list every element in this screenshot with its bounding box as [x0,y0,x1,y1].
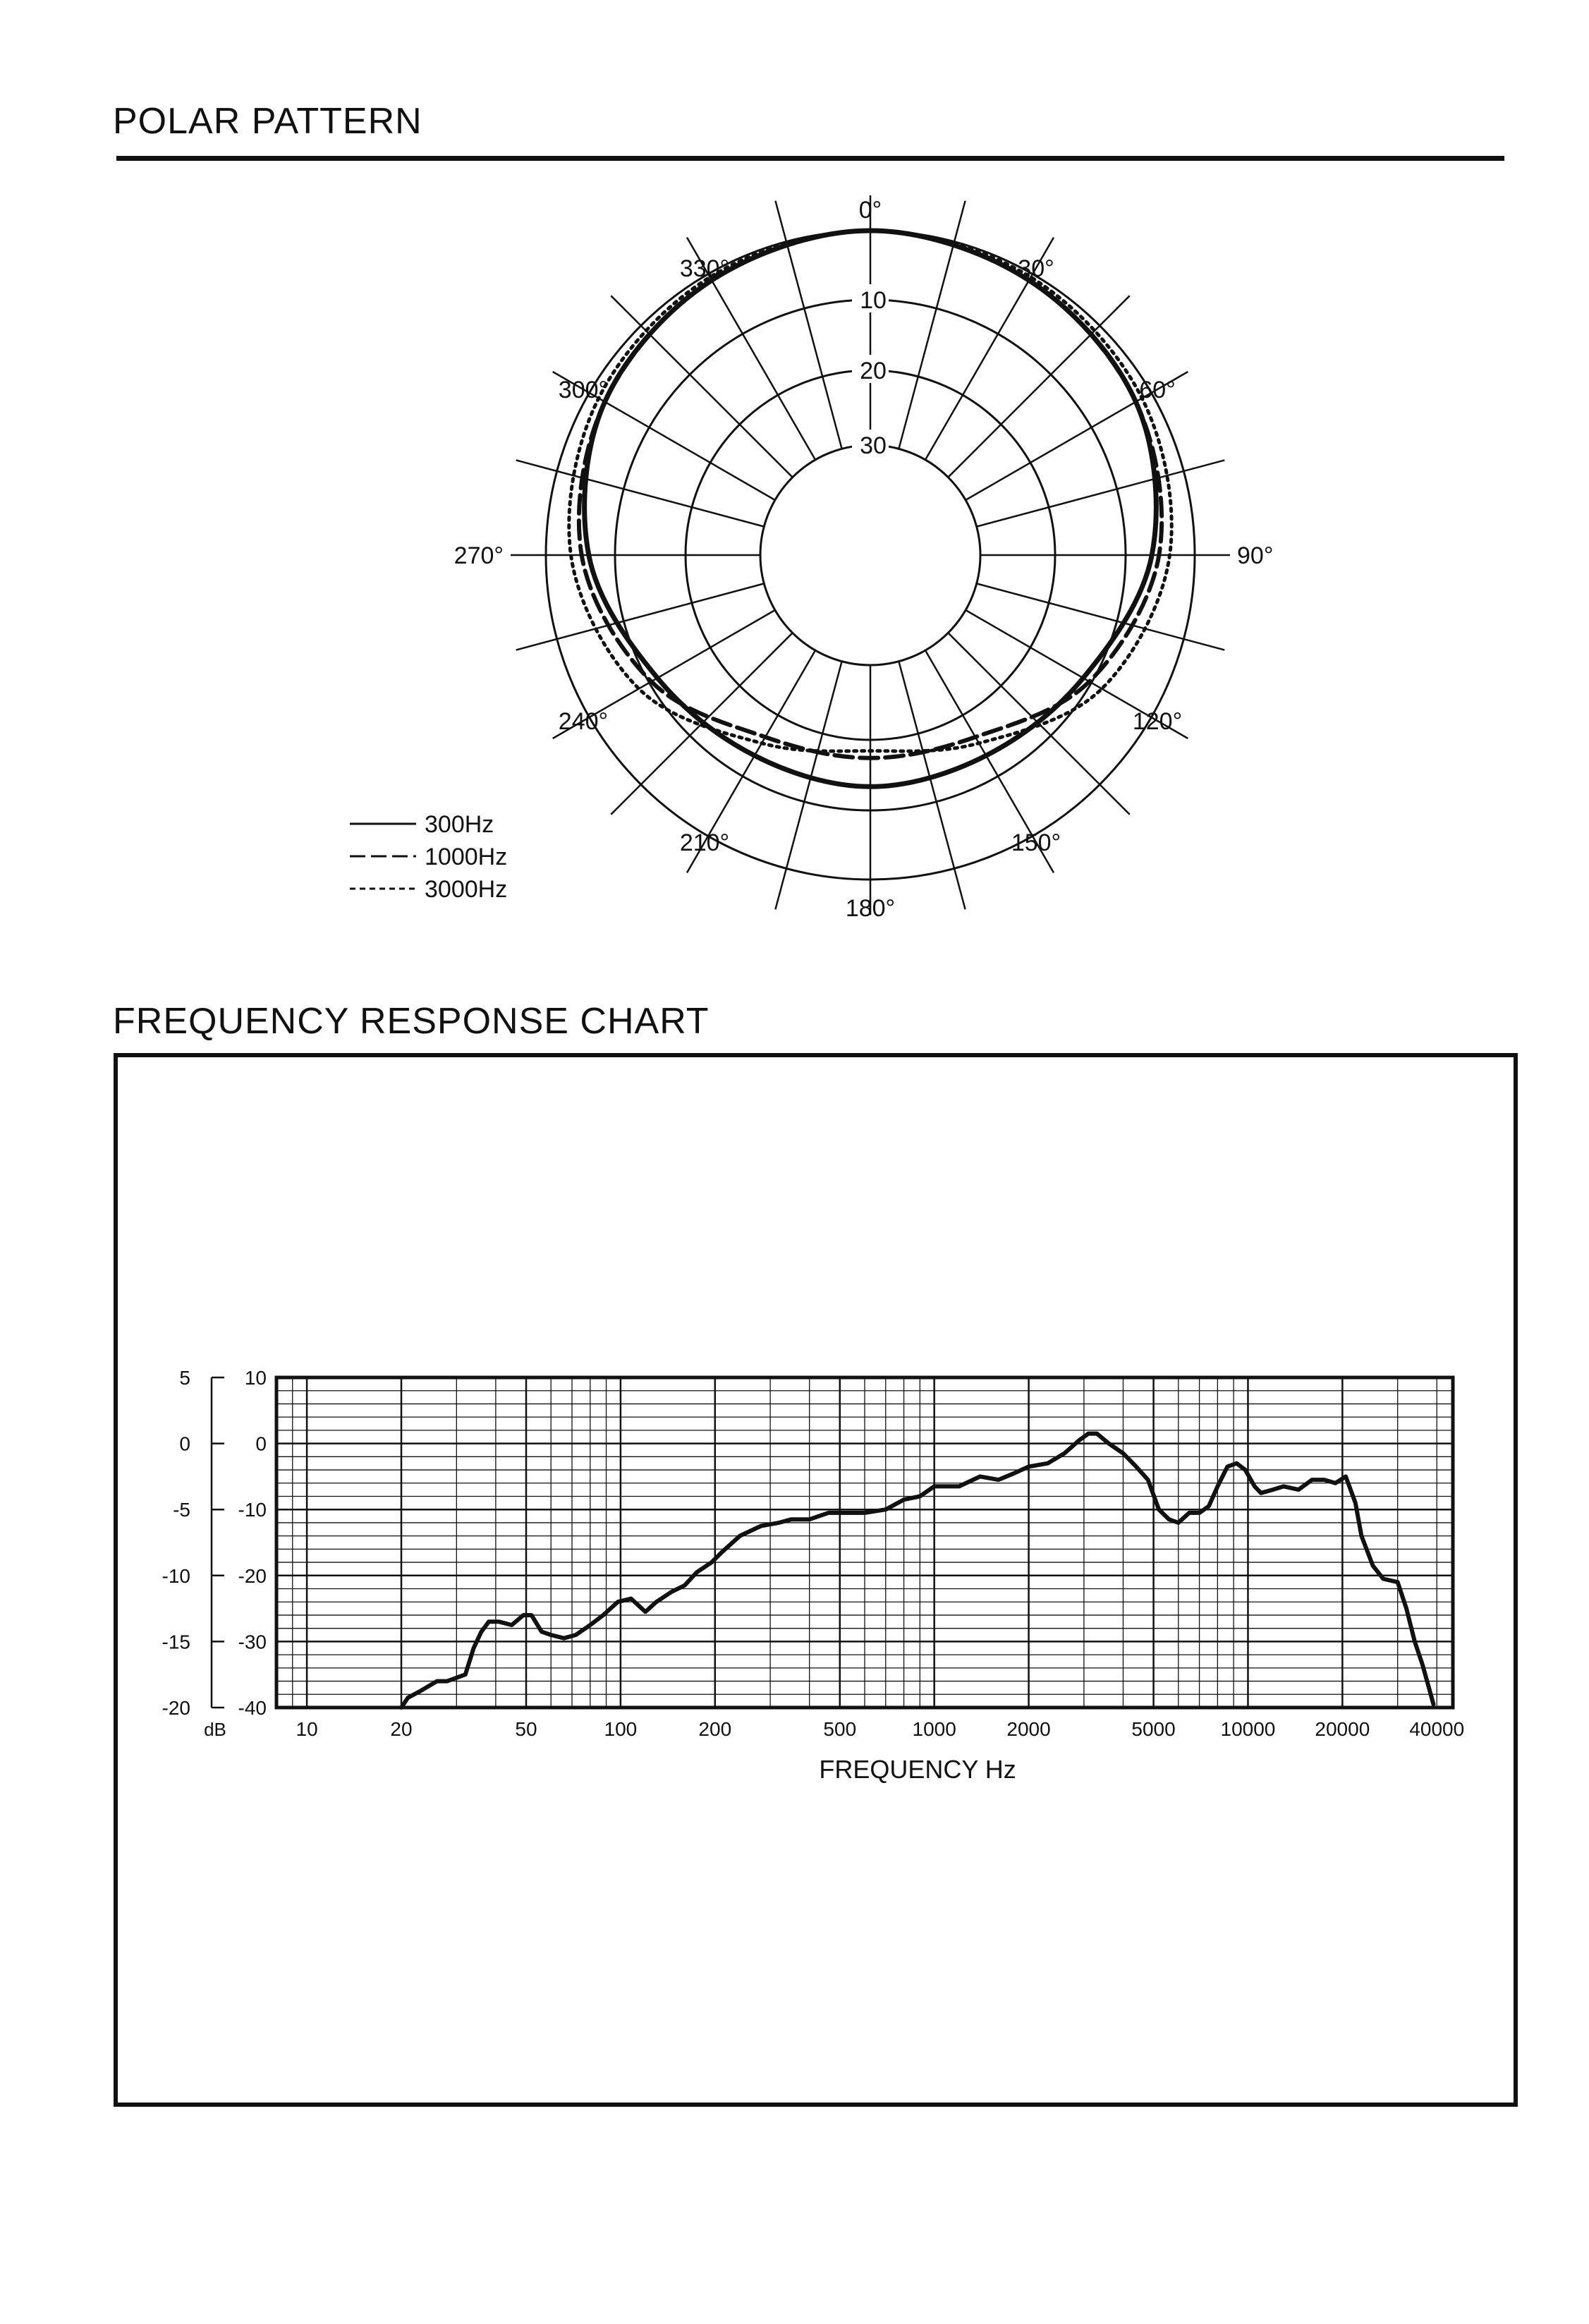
freq-x-tick-label: 200 [698,1718,732,1740]
freq-x-tick-label: 5000 [1131,1718,1176,1740]
legend-label-300Hz: 300Hz [425,811,494,838]
freq-x-tick-label: 10000 [1220,1718,1276,1740]
polar-ring-label: 20 [860,358,887,384]
polar-angle-label: 240° [558,708,609,735]
freq-x-tick-label: 40000 [1409,1718,1465,1740]
freq-x-tick-label: 50 [515,1718,537,1740]
polar-angle-label: 150° [1011,829,1061,857]
freq-y-right-label: -20 [238,1564,267,1587]
legend-label-1000Hz: 1000Hz [425,844,508,870]
freq-y-left-label: -20 [162,1697,190,1719]
freq-y-left-label: -5 [173,1499,190,1521]
polar-spoke [516,460,765,526]
polar-pattern-chart [0,0,1589,973]
polar-pattern-title: POLAR PATTERN [113,101,422,142]
freq-y-left-label: -15 [162,1631,190,1653]
freq-y-right-label: -30 [238,1631,267,1653]
freq-x-tick-label: 10 [296,1718,318,1740]
legend-label-3000Hz: 3000Hz [425,876,508,903]
frequency-response-frame [114,1053,1518,2107]
polar-spoke [516,583,765,650]
freq-y-right-label: -40 [238,1697,267,1719]
polar-angle-label: 180° [845,895,896,922]
polar-ring-3 [760,445,980,665]
polar-angle-label: 210° [679,829,730,857]
polar-angle-label: 0° [858,197,882,224]
polar-ring-label: 30 [860,432,887,459]
polar-angle-label: 330° [679,255,730,282]
polar-ring-label: 10 [860,287,887,314]
polar-spoke [899,662,965,910]
frequency-response-title: FREQUENCY RESPONSE CHART [113,1001,710,1042]
polar-angle-label: 30° [1018,255,1054,282]
freq-x-tick-label: 20 [390,1718,413,1740]
polar-angle-label: 90° [1237,542,1274,569]
polar-spoke [977,460,1225,526]
freq-y-right-label: 0 [255,1432,267,1455]
polar-angle-label: 120° [1132,708,1183,735]
polar-angle-label: 270° [453,542,504,569]
freq-y-left-label: 0 [179,1432,190,1455]
freq-x-tick-label: 2000 [1006,1718,1051,1740]
freq-x-tick-label: 1000 [912,1718,956,1740]
freq-y-right-label: -10 [238,1499,267,1521]
polar-angle-label: 300° [558,377,609,403]
polar-spoke [977,583,1225,650]
freq-unit-label: dB [204,1719,226,1740]
freq-y-left-label: -10 [162,1564,190,1587]
freq-x-tick-label: 500 [823,1718,857,1740]
freq-y-left-label: 5 [179,1367,190,1389]
freq-y-right-label: 10 [244,1367,267,1389]
polar-spoke [775,662,841,910]
freq-x-tick-label: 20000 [1315,1718,1370,1740]
freq-x-tick-label: 100 [604,1718,638,1740]
polar-angle-label: 60° [1139,377,1176,403]
freq-x-axis-label: FREQUENCY Hz [819,1755,1016,1784]
